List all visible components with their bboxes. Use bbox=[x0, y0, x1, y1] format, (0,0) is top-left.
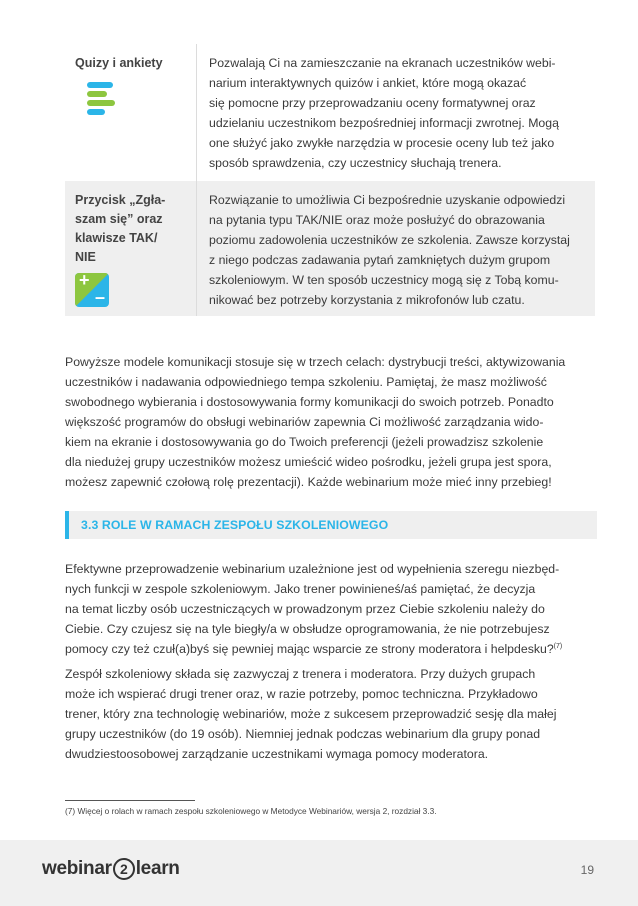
description-line: udzielaniu uczestnikom bezpośredniej informacji zwrotnej. Mogą bbox=[209, 116, 559, 130]
quiz-bars-icon bbox=[75, 82, 115, 116]
paragraph-line: na temat liczby osób uczestniczących w prowadzonym przez Ciebie szkoleniu należy do bbox=[65, 602, 545, 616]
paragraph-line-text: pomocy czy też czuł(a)byś się pewniej mając wsparcie ze strony moderatora i helpdesku? bbox=[65, 642, 554, 656]
paragraph-line: grupy uczestników (do 19 osób). Niemniej jednak podczas webinarium dla grupy ponad bbox=[65, 727, 541, 741]
description-line: poziomu zadowolenia uczestników ze szkolenia. Zawsze korzystaj bbox=[209, 233, 570, 247]
description-line: Rozwiązanie to umożliwia Ci bezpośrednie uzyskanie odpowiedzi bbox=[209, 193, 566, 207]
body-paragraph-communication bbox=[65, 352, 595, 492]
features-table bbox=[65, 44, 595, 316]
paragraph-line: Zespół szkoleniowy składa się zazwyczaj z trenera i moderatora. Przy dużych grupach bbox=[65, 667, 536, 681]
webinar2learn-logo bbox=[42, 858, 180, 880]
paragraph-line: Efektywne przeprowadzenie webinarium uzależnione jest od wypełnienia szeregu niezbęd- bbox=[65, 562, 560, 576]
plus-glyph: + bbox=[79, 273, 90, 290]
description-line: narium interaktywnych quizów i ankiet, które mogą okazać bbox=[209, 76, 527, 90]
footnote: (7) Więcej o rolach w ramach zespołu szkoleniowego w Metodyce Webinariów, wersja 2, rozdział 3.3. bbox=[65, 806, 437, 816]
table-row-quizzes bbox=[65, 44, 595, 181]
paragraph-line: dla niedużej grupy uczestników możesz umieścić wideo pośrodku, jeżeli grupa jest spora, bbox=[65, 455, 552, 469]
description-line: się pomocne przy przeprowadzaniu oceny formatywnej oraz bbox=[209, 96, 536, 110]
footnote-ref[interactable]: (7) bbox=[553, 642, 563, 650]
paragraph-line: trener, który zna technologię webinariów, może z sukcesem przeprowadzić sesję dla małej bbox=[65, 707, 557, 721]
paragraph-line: Ciebie. Czy czujesz się na tyle biegły/a w obsłudze oprogramowania, że nie potrzebujesz bbox=[65, 622, 550, 636]
description-line: szkoleniowym. W ten sposób uczestnicy mogą się z Tobą komu- bbox=[209, 273, 559, 287]
description-line: na pytania typu TAK/NIE oraz może posłużyć do obrazowania bbox=[209, 213, 545, 227]
paragraph-line: swobodnego wybierania i dostosowywania formy komunikacji do swoich potrzeb. Ponadto bbox=[65, 395, 554, 409]
page-number: 19 bbox=[580, 863, 594, 877]
table-cell-feature bbox=[65, 181, 197, 316]
feature-title-line: Przycisk „Zgła- bbox=[75, 193, 166, 207]
footnote-divider bbox=[65, 800, 195, 801]
description-line: nikować bez potrzeby korzystania z mikrofonów lub czatu. bbox=[209, 293, 525, 307]
feature-title-line: klawisze TAK/ bbox=[75, 231, 158, 245]
paragraph-line: Powyższe modele komunikacji stosuje się w trzech celach: dystrybucji treści, aktywizowania bbox=[65, 355, 566, 369]
body-paragraph-roles bbox=[65, 664, 595, 764]
paragraph-line: może ich wspierać drugi trener oraz, w razie potrzeby, pomoc techniczna. Przykładowo bbox=[65, 687, 538, 701]
table-cell-description bbox=[197, 181, 595, 316]
section-title: 3.3 ROLE W RAMACH ZESPOŁU SZKOLENIOWEGO bbox=[81, 518, 389, 532]
paragraph-line: większość programów do obsługi webinariów zapewnia Ci możliwość zarządzania wido- bbox=[65, 415, 544, 429]
description-line: Pozwalają Ci na zamieszczanie na ekranach uczestników webi- bbox=[209, 56, 556, 70]
feature-title-line: szam się” oraz bbox=[75, 212, 163, 226]
description-line: z niego podczas zadawania pytań zamkniętych dużym grupom bbox=[209, 253, 551, 267]
logo-two-circle: 2 bbox=[113, 858, 135, 880]
logo-word-left: webinar bbox=[42, 858, 112, 879]
page-footer bbox=[0, 840, 638, 906]
logo-word-right: learn bbox=[135, 858, 180, 879]
feature-title-line: NIE bbox=[75, 250, 96, 264]
description-line: sposób sprawdzenia, czy uczestnicy słuchają trenera. bbox=[209, 156, 502, 170]
description-line: one służyć jako zwykłe narzędzia w procesie oceny lub też jako bbox=[209, 136, 555, 150]
paragraph-line: nych funkcji w zespole szkoleniowym. Jako trener powinieneś/aś pamiętać, że decyzja bbox=[65, 582, 536, 596]
body-paragraph-team bbox=[65, 559, 595, 659]
table-row-raise-hand bbox=[65, 181, 595, 316]
plus-minus-icon bbox=[75, 273, 109, 307]
paragraph-line: możesz zapewnić czołową rolę prezentacji). Każde webinarium może mieć inny przebieg! bbox=[65, 475, 552, 489]
paragraph-line: uczestników i nadawania odpowiedniego tempa szkoleniu. Pamiętaj, że masz możliwość bbox=[65, 375, 547, 389]
paragraph-line bbox=[65, 639, 595, 659]
section-accent-bar bbox=[65, 511, 69, 539]
paragraph-line: dwudziestoosobowej zarządzanie uczestnikami wymaga pomocy moderatora. bbox=[65, 747, 489, 761]
minus-glyph: – bbox=[94, 287, 105, 307]
paragraph-line: kiem na ekranie i dostosowywania go do Twoich preferencji (jeżeli prowadzisz szkolenie bbox=[65, 435, 544, 449]
table-cell-feature bbox=[65, 44, 197, 181]
section-heading bbox=[65, 511, 597, 539]
table-cell-description bbox=[197, 44, 595, 181]
feature-title: Quizy i ankiety bbox=[75, 56, 163, 70]
